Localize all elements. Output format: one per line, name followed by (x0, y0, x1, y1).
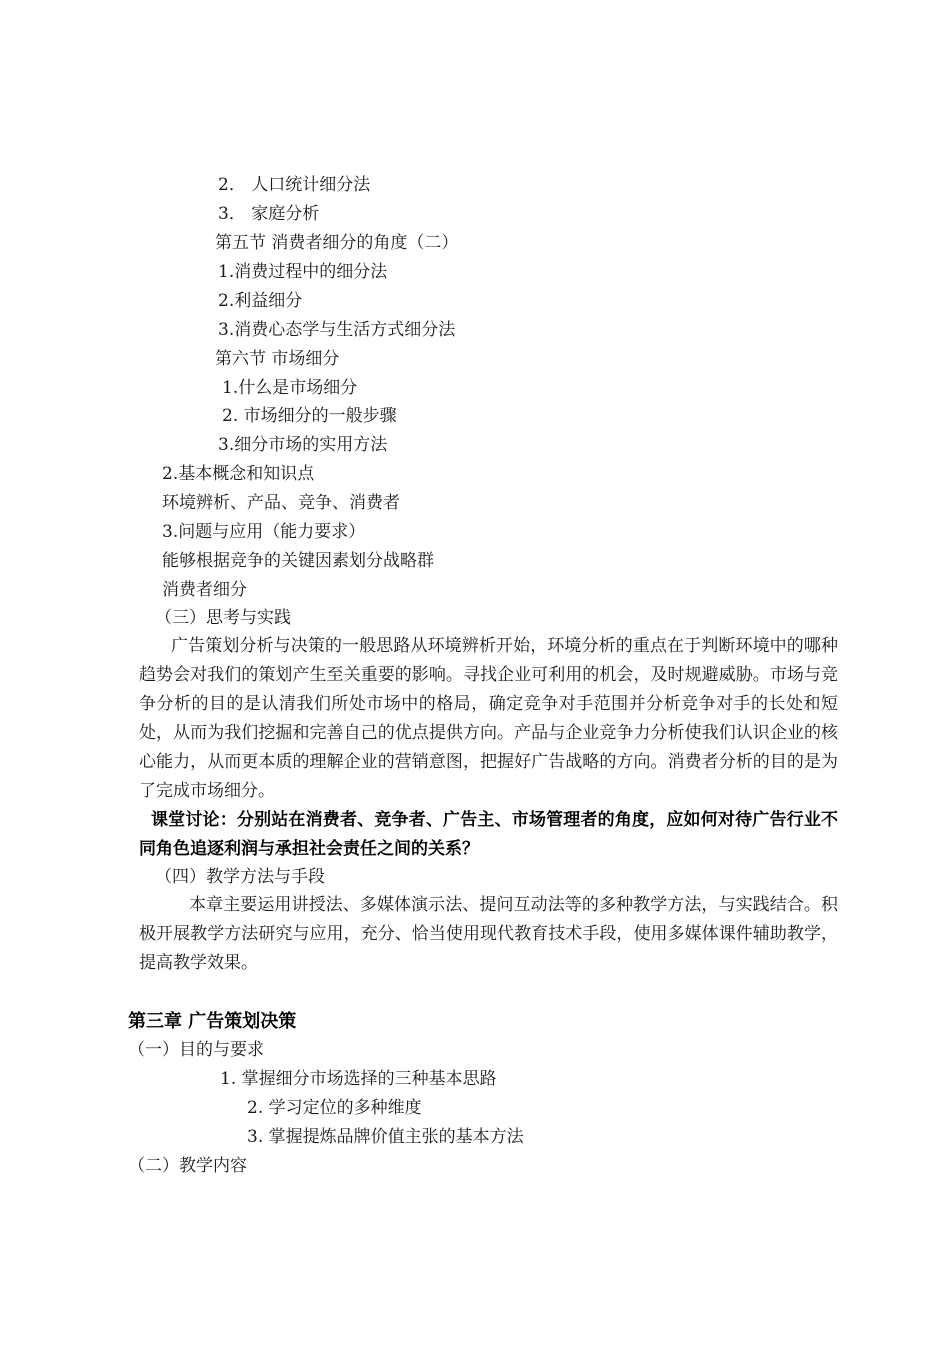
outline-line: 1.什么是市场细分 (222, 378, 358, 398)
outline-line: 消费者细分 (162, 580, 247, 600)
section-heading: （四）教学方法与手段 (155, 867, 325, 887)
reflection-paragraph (139, 632, 838, 806)
outline-line: 2. 市场细分的一般步骤 (222, 406, 397, 426)
section-heading: 第六节 市场细分 (215, 349, 340, 369)
outline-line: 3.细分市场的实用方法 (218, 435, 388, 455)
outline-line: 能够根据竞争的关键因素划分战略群 (162, 551, 434, 571)
class-discussion-text: 课堂讨论：分别站在消费者、竞争者、广告主、市场管理者的角度，应如何对待广告行业不同角色追逐利润与承担社会责任之间的关系？ (139, 810, 838, 859)
methods-paragraph-text: 本章主要运用讲授法、多媒体演示法、提问互动法等的多种教学方法，与实践结合。积极开展教学方法研究与应用，充分、恰当使用现代教育技术手段，使用多媒体课件辅助教学，提高教学效果。 (139, 895, 838, 973)
outline-line: 环境辨析、产品、竞争、消费者 (162, 493, 400, 513)
methods-paragraph (139, 891, 838, 978)
aim-item: 1. 掌握细分市场选择的三种基本思路 (220, 1069, 497, 1089)
aim-item: 3. 掌握提炼品牌价值主张的基本方法 (247, 1127, 524, 1147)
outline-line: 3.消费心态学与生活方式细分法 (218, 320, 456, 340)
section-heading: 第五节 消费者细分的角度（二） (215, 233, 459, 253)
section-heading: （三）思考与实践 (155, 608, 291, 628)
outline-line: 2． 人口统计细分法 (218, 175, 371, 195)
outline-line: 2.基本概念和知识点 (162, 464, 315, 484)
outline-line: 1.消费过程中的细分法 (218, 262, 388, 282)
section-heading: （一）目的与要求 (128, 1040, 264, 1060)
outline-line: 3.问题与应用（能力要求） (162, 522, 366, 542)
outline-line: 3． 家庭分析 (218, 204, 320, 224)
aim-item: 2. 学习定位的多种维度 (247, 1098, 422, 1118)
chapter-title: 第三章 广告策划决策 (128, 1011, 297, 1032)
reflection-paragraph-text: 广告策划分析与决策的一般思路从环境辨析开始，环境分析的重点在于判断环境中的哪种趋势会对我们的策划产生至关重要的影响。寻找企业可利用的机会，及时规避威胁。市场与竞争分析的目的是认清我们所处市场中的格局，确定竞争对手范围并分析竞争对手的长处和短处，从而为我们挖掘和完善自己的优点提供方向。产品与企业竞争力分析使我们认识企业的核心能力，从而更本质的理解企业的营销意图，把握好广告战略的方向。消费者分析的目的是为了完成市场细分。 (139, 636, 838, 801)
outline-line: 2.利益细分 (218, 291, 303, 311)
class-discussion (139, 806, 838, 864)
section-heading: （二）教学内容 (128, 1156, 247, 1176)
